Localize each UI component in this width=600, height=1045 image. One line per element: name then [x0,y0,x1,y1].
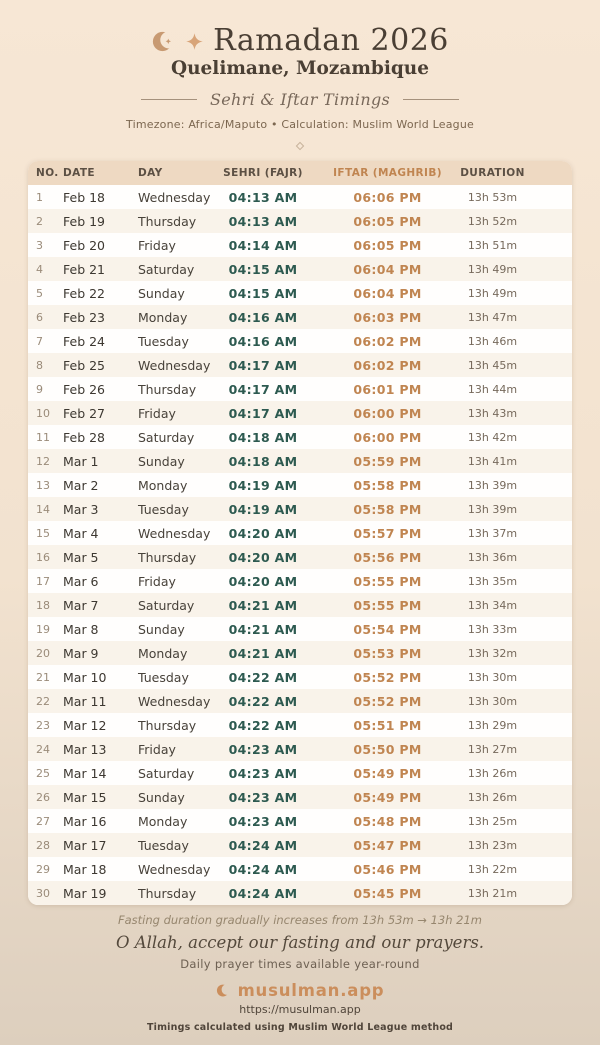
table-row [28,353,572,377]
column-header-iftar: IFTAR (MAGHRIB) [320,161,455,185]
date-cell: Mar 13 [63,741,107,757]
timezone-calculation-meta: Timezone: Africa/Maputo • Calculation: Muslim World League [125,118,475,131]
row-number-cell: 3 [36,238,43,252]
column-header-sehri: SEHRI (FAJR) [222,161,320,185]
duration-cell: 13h 36m [467,550,518,564]
date-cell: Mar 2 [63,477,99,493]
iftar-time-cell: 05:45 PM [353,885,422,901]
date-cell: Mar 11 [63,693,107,709]
table-row [28,737,572,761]
iftar-time-cell: 06:05 PM [353,213,422,229]
date-cell: Mar 15 [63,789,107,805]
table-row [28,761,572,785]
duration-cell: 13h 26m [467,790,518,804]
sehri-time-cell: 04:16 AM [228,333,298,349]
day-cell: Saturday [138,597,195,613]
iftar-time-cell: 05:51 PM [353,717,422,733]
date-cell: Mar 17 [63,837,107,853]
duration-cell: 13h 53m [467,190,518,204]
day-cell: Wednesday [138,357,211,373]
iftar-time-cell: 06:04 PM [353,261,422,277]
sehri-time-cell: 04:13 AM [228,189,298,205]
footer [0,913,600,1033]
iftar-time-cell: 06:06 PM [353,189,422,205]
duration-cell: 13h 45m [467,358,518,372]
row-number-cell: 22 [36,694,50,708]
sehri-time-cell: 04:17 AM [228,405,298,421]
sehri-time-cell: 04:23 AM [228,813,298,829]
duration-cell: 13h 46m [467,334,518,348]
duration-cell: 13h 30m [467,670,518,684]
sehri-time-cell: 04:17 AM [228,381,298,397]
table-row [28,425,572,449]
sehri-time-cell: 04:22 AM [228,693,298,709]
table-row [28,257,572,281]
iftar-time-cell: 06:03 PM [353,309,422,325]
duration-cell: 13h 27m [467,742,518,756]
brand-row [0,981,600,1000]
date-cell: Mar 9 [63,645,99,661]
diamond-ornament-icon [296,142,304,150]
date-cell: Mar 7 [63,597,99,613]
day-cell: Thursday [138,549,197,565]
column-header-no: NO. [28,161,63,185]
duration-cell: 13h 21m [467,886,518,900]
date-cell: Feb 28 [63,429,106,445]
iftar-time-cell: 05:57 PM [353,525,422,541]
sehri-time-cell: 04:20 AM [228,525,298,541]
table-row [28,665,572,689]
table-row [28,689,572,713]
iftar-time-cell: 06:02 PM [353,333,422,349]
row-number-cell: 5 [36,286,43,300]
duration-cell: 13h 52m [467,214,518,228]
iftar-time-cell: 05:52 PM [353,693,422,709]
duration-cell: 13h 43m [467,406,518,420]
duration-cell: 13h 25m [467,814,518,828]
sehri-time-cell: 04:19 AM [228,501,298,517]
table-row [28,473,572,497]
sehri-time-cell: 04:23 AM [228,789,298,805]
iftar-time-cell: 05:55 PM [353,573,422,589]
date-cell: Mar 6 [63,573,99,589]
row-number-cell: 28 [36,838,50,852]
sehri-time-cell: 04:15 AM [228,261,298,277]
sehri-time-cell: 04:21 AM [228,645,298,661]
iftar-time-cell: 06:00 PM [353,429,422,445]
duration-cell: 13h 30m [467,694,518,708]
duration-cell: 13h 29m [467,718,518,732]
date-cell: Feb 24 [63,333,106,349]
row-number-cell: 14 [36,502,50,516]
iftar-time-cell: 05:55 PM [353,597,422,613]
crescent-moon-icon [151,29,176,54]
timings-table-body [28,185,572,905]
column-header-date: DATE [63,161,138,185]
subtitle: Sehri & Iftar Timings [210,90,390,109]
row-number-cell: 17 [36,574,50,588]
table-row [28,521,572,545]
fasting-duration-note: Fasting duration gradually increases from 13h 53m → 13h 21m [117,913,483,927]
table-row [28,593,572,617]
row-number-cell: 10 [36,406,50,420]
duration-cell: 13h 23m [467,838,518,852]
sparkle-icon [185,32,204,51]
title-row [0,24,600,58]
sehri-time-cell: 04:24 AM [228,861,298,877]
table-row [28,329,572,353]
duration-cell: 13h 26m [467,766,518,780]
duration-cell: 13h 34m [467,598,518,612]
sehri-time-cell: 04:18 AM [228,429,298,445]
day-cell: Sunday [138,621,185,637]
duration-cell: 13h 51m [467,238,518,252]
duration-cell: 13h 44m [467,382,518,396]
iftar-time-cell: 06:05 PM [353,237,422,253]
row-number-cell: 27 [36,814,50,828]
iftar-time-cell: 05:54 PM [353,621,422,637]
row-number-cell: 25 [36,766,50,780]
brand-crescent-icon [216,983,231,998]
row-number-cell: 12 [36,454,50,468]
brand-name: musulman.app [237,981,385,1000]
date-cell: Mar 1 [63,453,99,469]
row-number-cell: 7 [36,334,43,348]
row-number-cell: 26 [36,790,50,804]
row-number-cell: 20 [36,646,50,660]
iftar-time-cell: 06:02 PM [353,357,422,373]
day-cell: Wednesday [138,861,211,877]
date-cell: Feb 23 [63,309,106,325]
table-row [28,809,572,833]
table-row [28,497,572,521]
table-row [28,449,572,473]
day-cell: Friday [138,573,176,589]
day-cell: Friday [138,237,176,253]
row-number-cell: 24 [36,742,50,756]
row-number-cell: 8 [36,358,43,372]
day-cell: Tuesday [138,837,189,853]
date-cell: Mar 4 [63,525,99,541]
date-cell: Feb 21 [63,261,106,277]
iftar-time-cell: 05:56 PM [353,549,422,565]
duration-cell: 13h 49m [467,262,518,276]
brand-url: https://musulman.app [239,1003,361,1016]
sehri-time-cell: 04:18 AM [228,453,298,469]
iftar-time-cell: 05:50 PM [353,741,422,757]
table-row [28,233,572,257]
iftar-time-cell: 05:46 PM [353,861,422,877]
table-row [28,209,572,233]
table-row [28,377,572,401]
iftar-time-cell: 05:49 PM [353,765,422,781]
date-cell: Mar 14 [63,765,107,781]
row-number-cell: 2 [36,214,43,228]
sehri-time-cell: 04:24 AM [228,885,298,901]
date-cell: Mar 18 [63,861,107,877]
row-number-cell: 1 [36,190,43,204]
date-cell: Mar 19 [63,885,107,901]
day-cell: Thursday [138,213,197,229]
timings-table [28,161,572,905]
table-row [28,569,572,593]
date-cell: Mar 8 [63,621,99,637]
row-number-cell: 18 [36,598,50,612]
date-cell: Mar 3 [63,501,99,517]
date-cell: Mar 10 [63,669,107,685]
sehri-time-cell: 04:22 AM [228,717,298,733]
day-cell: Monday [138,645,188,661]
iftar-time-cell: 05:52 PM [353,669,422,685]
day-cell: Sunday [138,789,185,805]
year-round-note: Daily prayer times available year-round [180,957,420,971]
duration-cell: 13h 42m [467,430,518,444]
day-cell: Monday [138,477,188,493]
sehri-time-cell: 04:13 AM [228,213,298,229]
iftar-time-cell: 05:47 PM [353,837,422,853]
table-row [28,833,572,857]
row-number-cell: 15 [36,526,50,540]
row-number-cell: 4 [36,262,43,276]
header [0,24,600,151]
day-cell: Saturday [138,261,195,277]
row-number-cell: 21 [36,670,50,684]
dua-text: O Allah, accept our fasting and our prayers. [115,933,485,952]
row-number-cell: 23 [36,718,50,732]
date-cell: Feb 20 [63,237,106,253]
duration-cell: 13h 41m [467,454,518,468]
iftar-time-cell: 06:01 PM [353,381,422,397]
row-number-cell: 11 [36,430,50,444]
day-cell: Sunday [138,285,185,301]
duration-cell: 13h 32m [467,646,518,660]
sehri-time-cell: 04:24 AM [228,837,298,853]
date-cell: Feb 19 [63,213,106,229]
day-cell: Saturday [138,765,195,781]
duration-cell: 13h 47m [467,310,518,324]
date-cell: Mar 16 [63,813,107,829]
day-cell: Thursday [138,717,197,733]
subtitle-row [0,90,600,109]
day-cell: Thursday [138,885,197,901]
table-row [28,401,572,425]
row-number-cell: 29 [36,862,50,876]
date-cell: Mar 12 [63,717,107,733]
ornament-row [0,141,600,151]
row-number-cell: 16 [36,550,50,564]
table-row [28,281,572,305]
date-cell: Feb 27 [63,405,106,421]
date-cell: Feb 22 [63,285,106,301]
row-number-cell: 6 [36,310,43,324]
day-cell: Wednesday [138,693,211,709]
table-row [28,185,572,209]
date-cell: Feb 18 [63,189,106,205]
sehri-time-cell: 04:23 AM [228,765,298,781]
day-cell: Tuesday [138,333,189,349]
location-title: Quelimane, Mozambique [170,58,430,79]
table-row [28,881,572,905]
date-cell: Feb 26 [63,381,106,397]
sehri-time-cell: 04:22 AM [228,669,298,685]
date-cell: Mar 5 [63,549,99,565]
day-cell: Monday [138,309,188,325]
day-cell: Friday [138,741,176,757]
timings-table-card [28,161,572,905]
sehri-time-cell: 04:15 AM [228,285,298,301]
iftar-time-cell: 05:49 PM [353,789,422,805]
table-row [28,857,572,881]
sehri-time-cell: 04:14 AM [228,237,298,253]
duration-cell: 13h 35m [467,574,518,588]
table-row [28,545,572,569]
duration-cell: 13h 37m [467,526,518,540]
duration-cell: 13h 39m [467,502,518,516]
row-number-cell: 19 [36,622,50,636]
table-row [28,785,572,809]
duration-cell: 13h 33m [467,622,518,636]
iftar-time-cell: 06:04 PM [353,285,422,301]
table-row [28,713,572,737]
day-cell: Wednesday [138,189,211,205]
iftar-time-cell: 05:48 PM [353,813,422,829]
day-cell: Sunday [138,453,185,469]
column-header-day: DAY [138,161,222,185]
column-header-duration: DURATION [455,161,572,185]
day-cell: Tuesday [138,501,189,517]
duration-cell: 13h 22m [467,862,518,876]
day-cell: Monday [138,813,188,829]
row-number-cell: 30 [36,886,50,900]
iftar-time-cell: 05:58 PM [353,501,422,517]
table-row [28,617,572,641]
table-row [28,305,572,329]
row-number-cell: 13 [36,478,50,492]
day-cell: Thursday [138,381,197,397]
sehri-time-cell: 04:21 AM [228,621,298,637]
sehri-time-cell: 04:23 AM [228,741,298,757]
day-cell: Tuesday [138,669,189,685]
iftar-time-cell: 06:00 PM [353,405,422,421]
iftar-time-cell: 05:53 PM [353,645,422,661]
timings-table-header [28,161,572,185]
sehri-time-cell: 04:17 AM [228,357,298,373]
table-row [28,641,572,665]
iftar-time-cell: 05:59 PM [353,453,422,469]
page-title: Ramadan 2026 [213,23,449,58]
duration-cell: 13h 49m [467,286,518,300]
duration-cell: 13h 39m [467,478,518,492]
sehri-time-cell: 04:20 AM [228,549,298,565]
calculation-method-note: Timings calculated using Muslim World League method [146,1022,454,1033]
sehri-time-cell: 04:16 AM [228,309,298,325]
sehri-time-cell: 04:19 AM [228,477,298,493]
day-cell: Wednesday [138,525,211,541]
date-cell: Feb 25 [63,357,106,373]
sehri-time-cell: 04:21 AM [228,597,298,613]
day-cell: Friday [138,405,176,421]
divider-line-right [403,99,459,100]
divider-line-left [141,99,197,100]
sehri-time-cell: 04:20 AM [228,573,298,589]
iftar-time-cell: 05:58 PM [353,477,422,493]
day-cell: Saturday [138,429,195,445]
row-number-cell: 9 [36,382,43,396]
